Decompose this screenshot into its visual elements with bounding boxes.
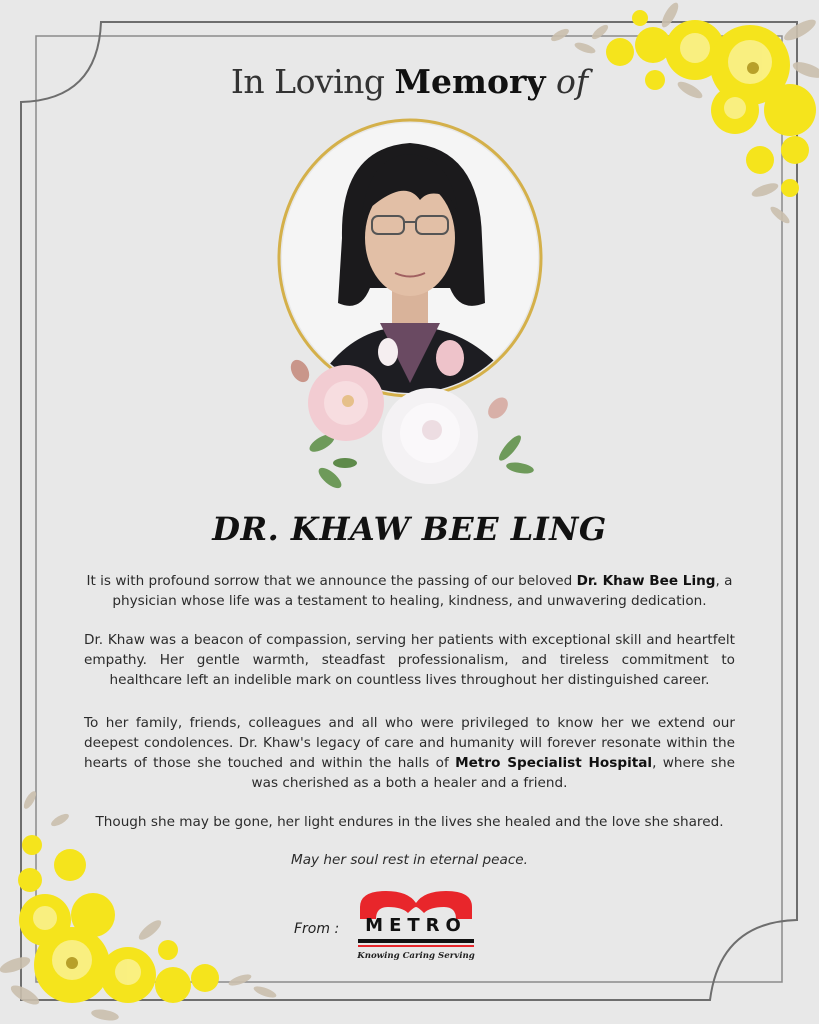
logo-wordmark: METRO <box>365 915 467 936</box>
text: It is with profound sorrow that we announce the passing of our beloved <box>86 573 577 589</box>
portrait <box>270 118 550 508</box>
text: , where she was cherished as a both a healer and a friend. <box>251 755 735 791</box>
heading-suffix: of <box>545 62 589 101</box>
portrait-image <box>270 118 550 508</box>
paragraph-tribute: Dr. Khaw was a beacon of compassion, serving her patients with exceptional skill and heartfelt empathy. Her gentle warmth, steadfast professionalism, and tireless commitment to healthcare left an indelible mark on countless lives throughout her distinguished career. <box>84 632 735 688</box>
logo-tagline: Knowing Caring Serving <box>357 951 475 961</box>
memorial-heading <box>0 62 819 101</box>
from-label: From : <box>294 921 340 937</box>
heading-emphasis: Memory <box>394 62 546 101</box>
deceased-name: DR. KHAW BEE LING <box>212 510 607 548</box>
text: , a physician whose life was a testament to healing, kindness, and unwavering dedication. <box>112 573 733 609</box>
paragraph-condolences <box>84 713 735 793</box>
flower-decoration-top-right <box>540 0 819 260</box>
paragraph-rest-in-peace: May her soul rest in eternal peace. <box>291 852 528 868</box>
paragraph-closing: Though she may be gone, her light endures in the lives she healed and the love she shared. <box>95 814 724 830</box>
heading-prefix: In Loving <box>230 62 395 101</box>
paragraph-announcement <box>84 571 735 611</box>
bold-name: Dr. Khaw Bee Ling <box>576 573 716 589</box>
text: To her family, friends, colleagues and all who were privileged to know her we extend our deepest condolences. Dr. Khaw's legacy of care and humanity will forever resonate within the hearts of those she touched and within the halls of <box>84 715 735 771</box>
metro-logo <box>356 889 476 965</box>
bold-hospital-name: Metro Specialist Hospital <box>455 755 653 771</box>
